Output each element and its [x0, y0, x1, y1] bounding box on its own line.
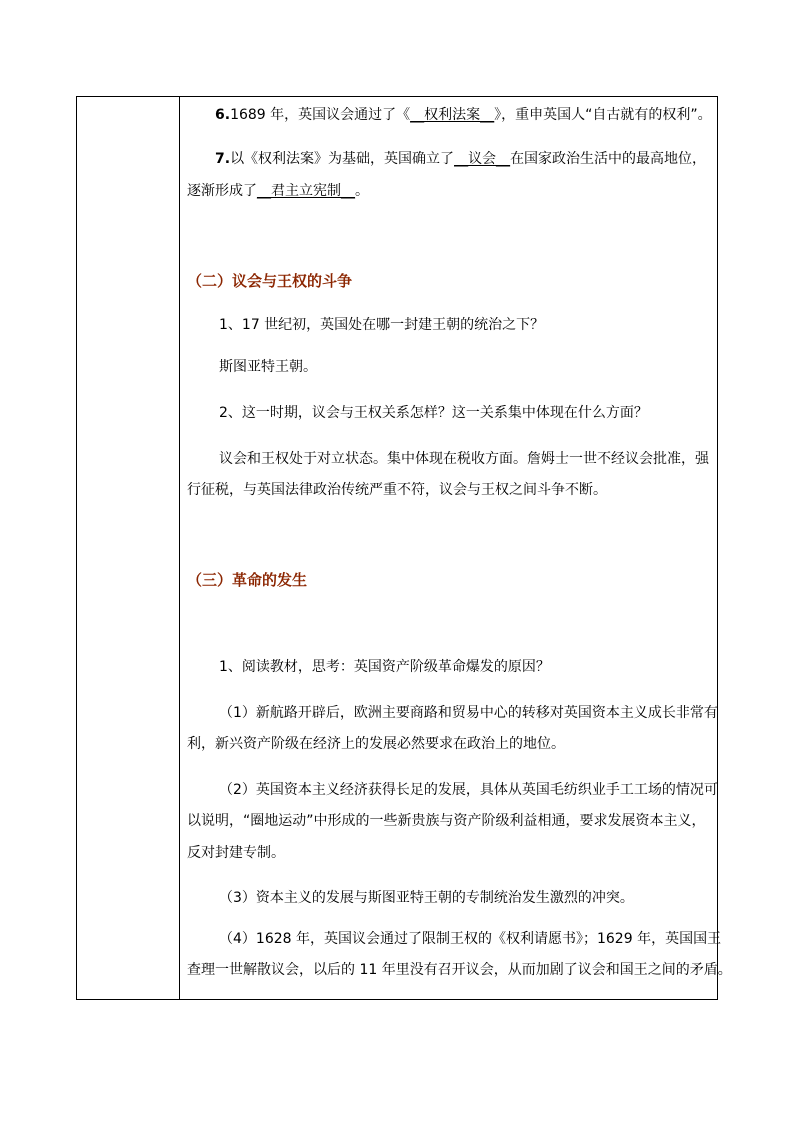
section-2-answer-2-line1: 议会和王权处于对立状态。集中体现在税收方面。詹姆士一世不经议会批准，强 [219, 451, 709, 467]
reason-2-line3: 反对封建专制。 [187, 845, 285, 861]
item-7-line2 [187, 183, 369, 199]
section-2-answer-1: 斯图亚特王朝。 [219, 359, 317, 375]
item-6-text-pre: 1689 年，英国议会通过了《 [230, 107, 411, 123]
item-7-line1 [215, 151, 706, 167]
item-7-line2-blank-answer: __君主立宪制__ [257, 183, 355, 199]
reason-4-line2: 查理一世解散议会，以后的 11 年里没有召开议会，从而加剧了议会和国王之间的矛盾。 [187, 962, 732, 978]
item-6-text-post: 》，重申英国人“自古就有的权利”。 [494, 107, 712, 123]
section-2-answer-2-line2: 行征税，与英国法律政治传统严重不符，议会与王权之间斗争不断。 [187, 482, 607, 498]
reason-2-line1: （2）英国资本主义经济获得长足的发展，具体从英国毛纺织业手工工场的情况可 [219, 782, 718, 798]
reason-1-line2: 利，新兴资产阶级在经济上的发展必然要求在政治上的地位。 [187, 736, 565, 752]
reason-1-line1: （1）新航路开辟后，欧洲主要商路和贸易中心的转移对英国资本主义成长非常有 [219, 705, 718, 721]
section-3-heading: （三）革命的发生 [187, 571, 308, 589]
reason-3: （3）资本主义的发展与斯图亚特王朝的专制统治发生激烈的冲突。 [219, 890, 634, 906]
item-7-number: 7. [215, 151, 231, 167]
section-2-heading: （二）议会与王权的斗争 [187, 272, 353, 290]
item-7-blank-answer: __议会__ [454, 151, 511, 167]
item-7-text-post: 在国家政治生活中的最高地位， [510, 151, 707, 167]
item-6-number: 6. [215, 107, 231, 123]
section-2-question-1: 1、17 世纪初，英国处在哪一封建王朝的统治之下？ [219, 317, 545, 333]
item-7-text-pre: 以《权利法案》为基础，英国确立了 [230, 151, 455, 167]
content-cell [187, 97, 732, 999]
item-6-blank-answer: __权利法案__ [410, 107, 495, 123]
column-divider [179, 97, 180, 999]
section-2-question-2: 2、这一时期，议会与王权关系怎样？这一关系集中体现在什么方面？ [219, 405, 648, 421]
item-6 [215, 107, 712, 123]
lesson-table [76, 96, 732, 1000]
reason-2-line2: 以说明，“圈地运动”中形成的一些新贵族与资产阶级利益相通，要求发展资本主义， [187, 813, 706, 829]
item-7-line2-pre: 逐渐形成了 [187, 183, 257, 199]
reason-4-line1: （4）1628 年，英国议会通过了限制王权的《权利请愿书》；1629 年，英国国王 [219, 931, 722, 947]
section-3-question-1: 1、阅读教材，思考：英国资产阶级革命爆发的原因？ [219, 659, 550, 675]
item-7-line2-post: 。 [355, 183, 369, 199]
